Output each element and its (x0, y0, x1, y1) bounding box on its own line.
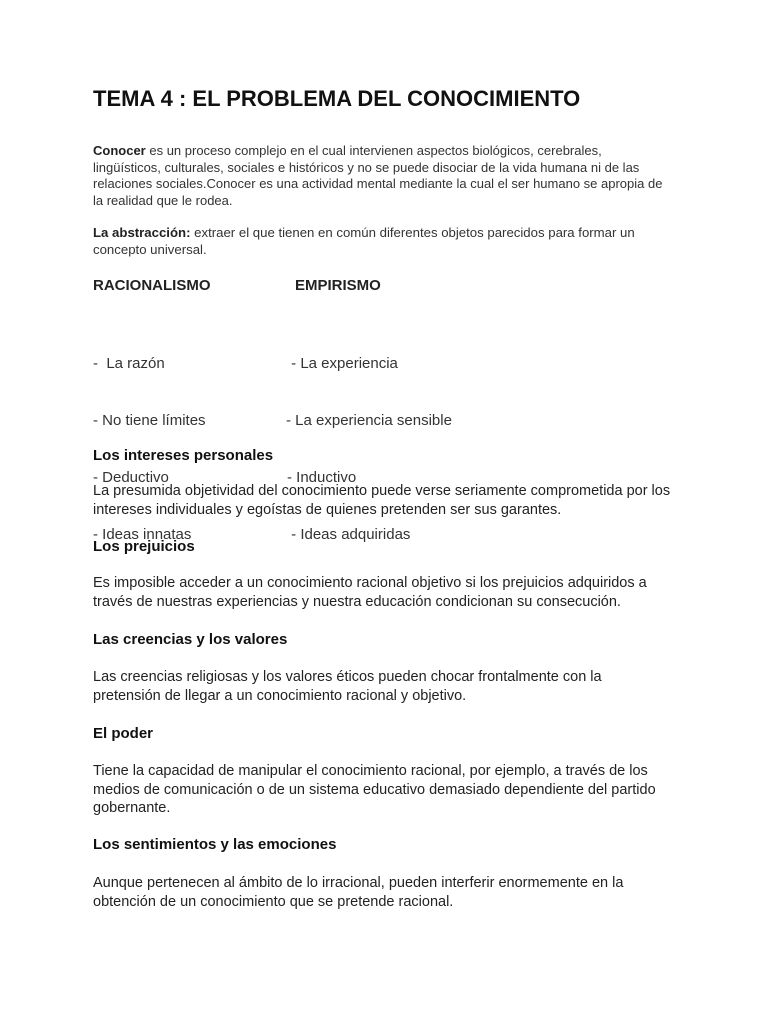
empirismo-header: EMPIRISMO (295, 277, 381, 294)
racionalismo-item: - No tiene límites (93, 412, 206, 429)
empirismo-item: - Inductivo (287, 469, 357, 486)
section-text: Es imposible acceder a un conocimiento racional objetivo si los prejuicios adquiridos a través de nuestras experiencias y nuestra educación condicionan su consecución. (93, 575, 647, 610)
intro-term: Conocer (93, 143, 146, 158)
racionalismo-item: - Deductivo (93, 469, 169, 486)
empirismo-list (286, 316, 452, 582)
racionalismo-item: - Ideas innatas (93, 526, 192, 543)
section-text: Aunque pertenecen al ámbito de lo irracional, pueden interferir enormemente en la obtención de un conocimiento que se pretende racional. (93, 875, 624, 910)
abstraction-term: La abstracción: (93, 225, 191, 240)
empirismo-item: - La experiencia (287, 355, 398, 372)
section-text: Tiene la capacidad de manipular el conocimiento racional, por ejemplo, a través de los medios de comunicación o de un sistema educativo demasiado dependiente del partido gobernante. (93, 763, 656, 817)
section-heading: Los sentimientos y las emociones (93, 836, 337, 853)
section-heading: Los prejuicios (93, 538, 195, 555)
page-title: TEMA 4 : EL PROBLEMA DEL CONOCIMIENTO (93, 86, 581, 111)
intro-paragraph (93, 143, 673, 209)
section-text: La presumida objetividad del conocimiento puede verse seriamente comprometida por los intereses individuales y egoístas de quienes pretenden ser sus garantes. (93, 483, 671, 518)
abstraction-paragraph (93, 225, 673, 258)
empirismo-item: - La experiencia sensible (286, 412, 452, 429)
racionalismo-header: RACIONALISMO (93, 277, 211, 294)
section-text: Las creencias religiosas y los valores éticos pueden chocar frontalmente con la pretensión de llegar a un conocimiento racional y objetivo. (93, 669, 602, 704)
empirismo-item: - Ideas adquiridas (287, 526, 411, 543)
abstraction-text: extraer el que tienen en común diferentes objetos parecidos para formar un concepto universal. (93, 225, 635, 257)
intro-text: es un proceso complejo en el cual intervienen aspectos biológicos, cerebrales, lingüísticos, culturales, sociales e históricos y no se puede disociar de la vida humana ni de las relaciones sociales.Conocer es una actividad mental mediante la cual el ser humano se apropia de la realidad que le rodea. (93, 143, 663, 208)
section-heading: El poder (93, 725, 154, 742)
section-heading: Los intereses personales (93, 447, 274, 464)
section-heading: Las creencias y los valores (93, 631, 288, 648)
racionalismo-item: - La razón (93, 355, 165, 372)
